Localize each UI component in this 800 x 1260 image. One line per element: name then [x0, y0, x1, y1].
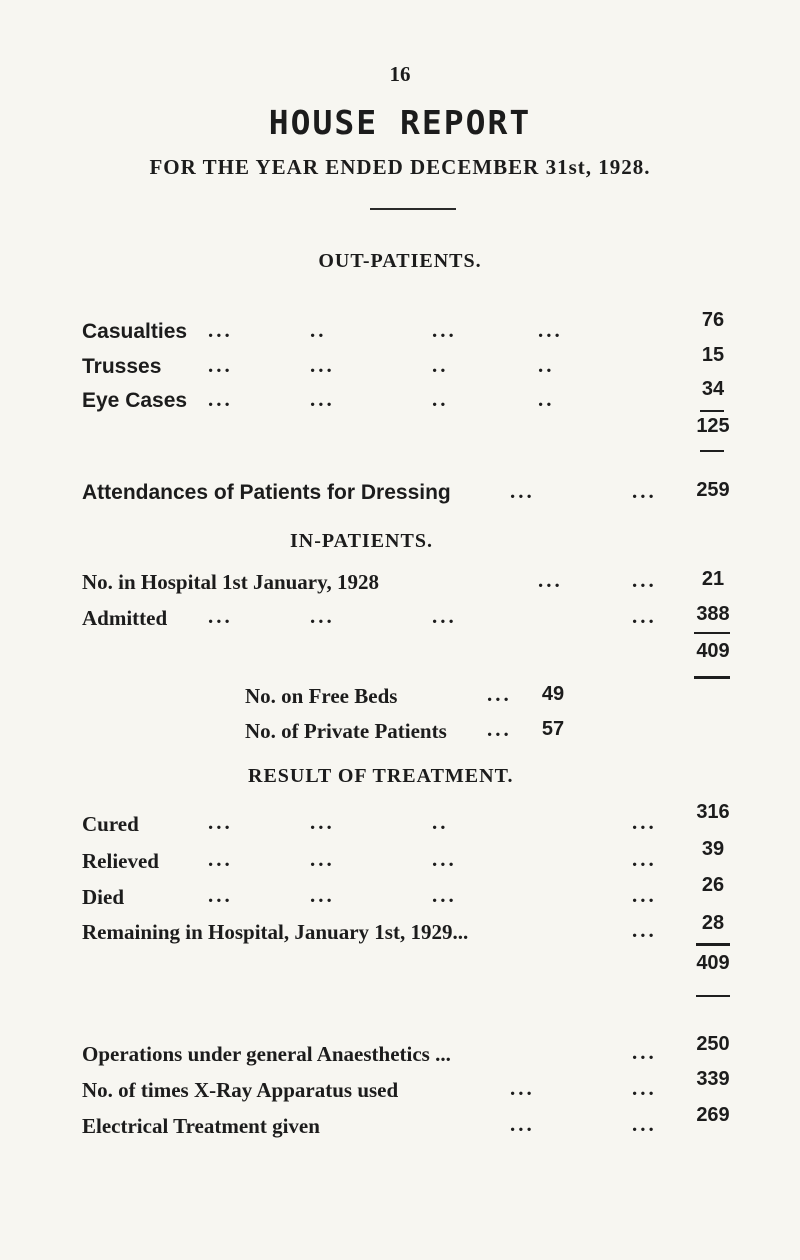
xray-value: 339 — [696, 1068, 730, 1090]
page-number: 16 — [389, 62, 411, 86]
leader-dots: .. — [538, 353, 555, 377]
leader-dots: .. — [432, 810, 449, 834]
leader-dots: ... — [632, 604, 657, 628]
leader-dots: ... — [432, 847, 457, 871]
leader-dots: ... — [487, 682, 512, 706]
out-patients-total: 125 — [696, 415, 730, 437]
out-patients-heading: OUT-PATIENTS. — [318, 250, 482, 272]
cured-label: Cured — [82, 812, 139, 836]
trusses-label: Trusses — [82, 355, 162, 378]
leader-dots: .. — [538, 387, 555, 411]
in-patients-heading: IN-PATIENTS. — [290, 530, 433, 552]
xray-label: No. of times X-Ray Apparatus used — [82, 1078, 399, 1102]
relieved-label: Relieved — [82, 849, 159, 873]
in-hospital-value: 21 — [701, 568, 725, 590]
electrical-label: Electrical Treatment given — [82, 1114, 320, 1138]
leader-dots: ... — [310, 387, 335, 411]
leader-dots: ... — [208, 604, 233, 628]
casualties-value: 76 — [701, 309, 725, 331]
leader-dots: ... — [632, 1076, 657, 1100]
leader-dots: ... — [538, 318, 563, 342]
sum-rule — [700, 410, 724, 412]
sum-rule — [694, 632, 730, 634]
casualties-label: Casualties — [82, 320, 188, 343]
in-patients-total: 409 — [696, 640, 730, 662]
sum-rule — [694, 676, 730, 679]
leader-dots: ... — [310, 353, 335, 377]
private-patients-label: No. of Private Patients — [245, 719, 447, 743]
result-heading: RESULT OF TREATMENT. — [248, 765, 514, 787]
leader-dots: ... — [632, 568, 657, 592]
leader-dots: ... — [208, 318, 233, 342]
died-label: Died — [82, 885, 124, 909]
results-total: 409 — [696, 952, 730, 974]
dressing-value: 259 — [696, 479, 730, 501]
admitted-label: Admitted — [82, 606, 168, 630]
leader-dots: ... — [510, 1112, 535, 1136]
leader-dots: ... — [632, 1040, 657, 1064]
leader-dots: ... — [208, 883, 233, 907]
leader-dots: ... — [310, 883, 335, 907]
leader-dots: ... — [510, 1076, 535, 1100]
leader-dots: ... — [310, 604, 335, 628]
leader-dots: ... — [510, 479, 535, 503]
relieved-value: 39 — [701, 838, 725, 860]
report-title: HOUSE REPORT — [268, 103, 532, 142]
sum-rule — [696, 995, 730, 997]
leader-dots: ... — [538, 568, 563, 592]
leader-dots: ... — [208, 387, 233, 411]
leader-dots: ... — [632, 918, 657, 942]
leader-dots: ... — [632, 1112, 657, 1136]
dressing-label: Attendances of Patients for Dressing — [82, 481, 451, 504]
leader-dots: ... — [208, 353, 233, 377]
admitted-value: 388 — [696, 603, 730, 625]
died-value: 26 — [701, 874, 725, 896]
title-divider — [370, 208, 456, 210]
leader-dots: ... — [632, 810, 657, 834]
leader-dots: ... — [310, 810, 335, 834]
electrical-value: 269 — [696, 1104, 730, 1126]
leader-dots: ... — [632, 883, 657, 907]
cured-value: 316 — [696, 801, 730, 823]
leader-dots: ... — [310, 847, 335, 871]
leader-dots: ... — [432, 318, 457, 342]
trusses-value: 15 — [701, 344, 725, 366]
leader-dots: ... — [208, 847, 233, 871]
remaining-value: 28 — [701, 912, 725, 934]
free-beds-label: No. on Free Beds — [245, 684, 398, 708]
operations-value: 250 — [696, 1033, 730, 1055]
leader-dots: .. — [310, 318, 327, 342]
in-hospital-label: No. in Hospital 1st January, 1928 — [82, 570, 379, 594]
report-subtitle: FOR THE YEAR ENDED DECEMBER 31st, 1928. — [149, 155, 651, 179]
leader-dots: ... — [632, 847, 657, 871]
sum-rule — [696, 943, 730, 946]
leader-dots: ... — [432, 604, 457, 628]
eye-cases-value: 34 — [701, 378, 725, 400]
leader-dots: ... — [632, 479, 657, 503]
sum-rule — [700, 450, 724, 452]
remaining-label: Remaining in Hospital, January 1st, 1929... — [82, 920, 469, 944]
leader-dots: .. — [432, 353, 449, 377]
private-patients-value: 57 — [541, 718, 565, 740]
leader-dots: ... — [208, 810, 233, 834]
leader-dots: ... — [432, 883, 457, 907]
eye-cases-label: Eye Cases — [82, 389, 188, 412]
leader-dots: ... — [487, 717, 512, 741]
operations-label: Operations under general Anaesthetics ... — [82, 1042, 451, 1066]
leader-dots: .. — [432, 387, 449, 411]
free-beds-value: 49 — [541, 683, 565, 705]
